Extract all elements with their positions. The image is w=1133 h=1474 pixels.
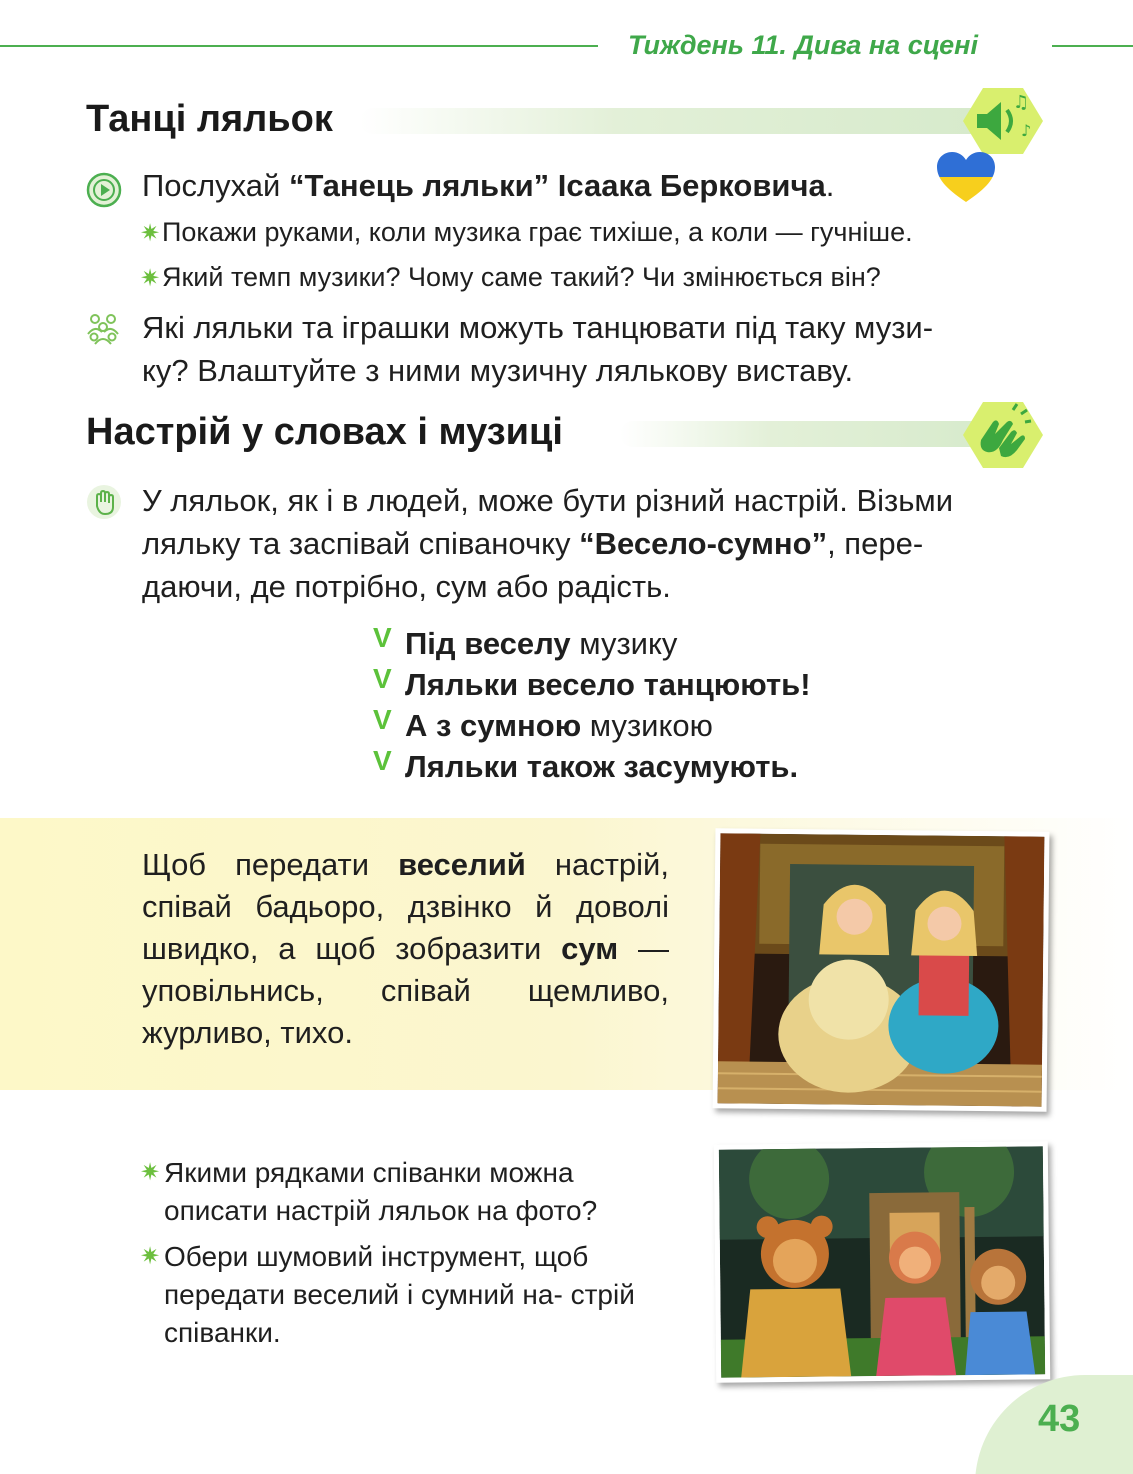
v-marker-icon: V	[373, 745, 392, 776]
note-part-2: настрій, співай бадьоро, дзвінко й доволі швидко, а щоб зобразити	[142, 847, 669, 966]
song-line-3	[373, 705, 811, 746]
song-line-4	[373, 746, 811, 787]
song-line-1	[373, 623, 811, 664]
note-part-1: Щоб передати	[142, 847, 399, 882]
play-listen-icon	[86, 172, 122, 208]
task-listen-title: “Танець ляльки” Ісаака Берковича	[288, 168, 826, 203]
task-listen-prefix: Послухай	[142, 168, 289, 203]
song-line-1-b: веселу	[464, 626, 571, 661]
task-sing-line3: даючи, де потрібно, сум або радість.	[142, 569, 671, 604]
task-listen	[142, 164, 834, 207]
section-title-bar	[620, 421, 1000, 447]
question-text: Якими рядками співанки можна описати настрій ляльок на фото?	[164, 1157, 598, 1226]
header-line-left	[0, 45, 598, 47]
svg-text:♪: ♪	[1021, 121, 1032, 140]
song-line-2	[373, 664, 811, 705]
svg-text:♫: ♫	[1013, 92, 1030, 113]
hand-icon	[86, 484, 122, 520]
task-puppets-line2: ку? Влаштуйте з ними музичну лялькову виставу.	[142, 353, 854, 388]
star-bullet-icon: ✷	[140, 1159, 161, 1186]
v-marker-icon: V	[373, 622, 392, 653]
song-line-2-text: Ляльки весело танцюють!	[405, 667, 811, 702]
subtask-tempo-text: Який темп музики? Чому саме такий? Чи змінюється він?	[162, 262, 881, 292]
song-lyrics	[373, 623, 811, 787]
subtask-hands-text: Покажи руками, коли музика грає тихіше, а коли — гучніше.	[162, 217, 913, 247]
question-item	[140, 1154, 660, 1230]
photo-dancing-dolls	[713, 828, 1050, 1111]
task-listen-suffix: .	[825, 168, 835, 203]
task-sing-line2-post: , пере-	[827, 526, 924, 561]
v-marker-icon: V	[373, 704, 392, 735]
task-sing-line2-pre: ляльку та заспівай співаночку	[142, 526, 580, 561]
page-number: 43	[1038, 1398, 1081, 1440]
subtask-tempo	[140, 259, 881, 297]
section-title-mood: Настрій у словах і музиці	[86, 411, 563, 453]
group-icon	[85, 310, 121, 346]
note-bold-2: сум	[561, 931, 619, 966]
info-note	[142, 844, 669, 1054]
header-line-right	[1052, 45, 1133, 47]
note-part-3: — уповільнись, співай щемливо, журливо, тихо.	[142, 931, 669, 1050]
task-puppets	[142, 306, 933, 392]
song-line-1-c: музику	[570, 626, 678, 661]
star-bullet-icon: ✷	[140, 265, 161, 292]
star-bullet-icon: ✷	[140, 220, 161, 247]
clapping-hands-icon	[963, 400, 1043, 470]
v-marker-icon: V	[373, 663, 392, 694]
task-sing-line2	[142, 522, 1048, 565]
task-sing-line1: У ляльок, як і в людей, може бути різний настрій. Візьми	[142, 483, 954, 518]
task-sing	[142, 479, 1048, 608]
song-line-3-a: А з	[405, 708, 461, 743]
task-sing-song-title: “Весело-сумно”	[579, 526, 828, 561]
header-title: Тиждень 11. Дива на сцені	[628, 30, 978, 60]
song-line-3-b: сумною	[460, 708, 582, 743]
subtask-hands	[140, 214, 913, 252]
photo-bear-puppets	[714, 1141, 1050, 1382]
question-item	[140, 1238, 660, 1352]
question-text: Обери шумовий інструмент, щоб передати веселий і сумний на- стрій співанки.	[164, 1241, 635, 1348]
ukraine-heart-icon	[935, 150, 997, 204]
section-title-bar	[360, 108, 1000, 134]
song-line-4-text: Ляльки також засумують.	[405, 749, 799, 784]
note-bold-1: веселий	[398, 847, 526, 882]
speaker-music-icon	[963, 86, 1043, 156]
song-line-3-c: музикою	[581, 708, 713, 743]
questions-list	[140, 1154, 660, 1360]
task-puppets-line1: Які ляльки та іграшки можуть танцювати під таку музи-	[142, 310, 934, 345]
song-line-1-a: Під	[405, 626, 465, 661]
star-bullet-icon: ✷	[140, 1243, 161, 1270]
section-title-dances: Танці ляльок	[86, 98, 333, 140]
